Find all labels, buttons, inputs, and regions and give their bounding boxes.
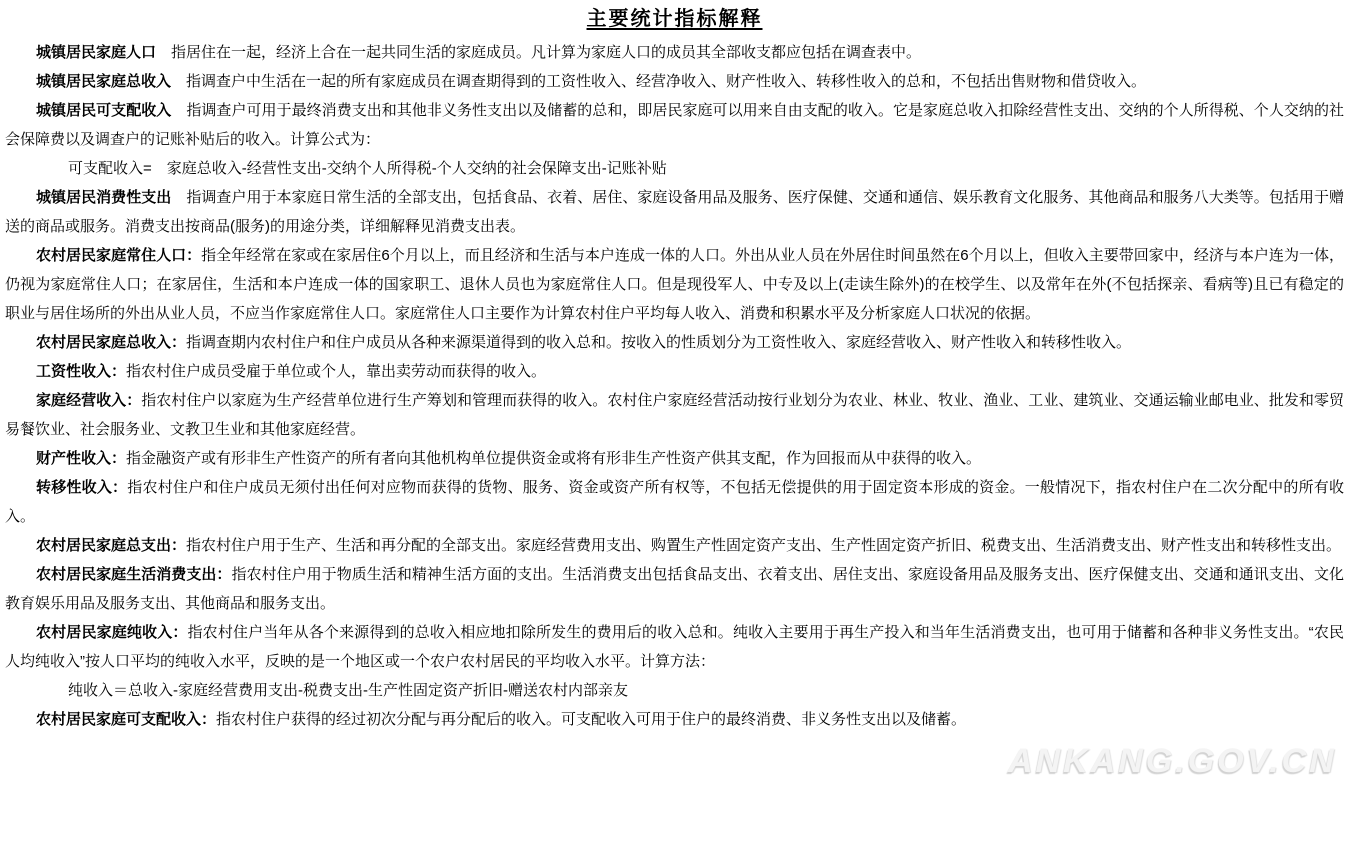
paragraph-text: 指农村住户成员受雇于单位或个人，靠出卖劳动而获得的收入。 — [126, 363, 547, 380]
term-label: 农村居民家庭总收入： — [36, 334, 187, 351]
glossary-paragraph — [5, 328, 1344, 357]
paragraph-text: 指调查户中生活在一起的所有家庭成员在调查期得到的工资性收入、经营净收入、财产性收入、转移性收入的总和，不包括出售财物和借贷收入。 — [171, 73, 1147, 90]
glossary-paragraph — [5, 183, 1344, 241]
glossary-paragraph — [5, 386, 1344, 444]
term-label: 城镇居民家庭人口 — [36, 44, 157, 61]
term-label: 城镇居民可支配收入 — [36, 102, 172, 119]
paragraph-text: 指全年经常在家或在家居住6个月以上，而且经济和生活与本户连成一体的人口。外出从业人员在外居住时间虽然在6个月以上，但收入主要带回家中，经济与本户连为一体，仍视为家庭常住人口；在家居住，生活和本户连成一体的国家职工、退休人员也为家庭常住人口。但是现役军人、中专及以上(走读生除外)的在校学生、以及常年在外(不包括探亲、看病等)且已有稳定的职业与居住场所的外出从业人员，不应当作家庭常住人口。家庭常住人口主要作为计算农村住户平均每人收入、消费和积累水平及分析家庭人口状况的依据。 — [5, 247, 1344, 322]
glossary-paragraph — [5, 444, 1344, 473]
term-label: 农村居民家庭纯收入： — [36, 624, 188, 641]
watermark-text: ANKANG.GOV.CN — [1008, 742, 1337, 780]
term-label: 财产性收入： — [36, 450, 127, 467]
page-title — [5, 8, 1344, 31]
glossary-paragraph — [5, 705, 1344, 734]
glossary-paragraph — [5, 531, 1344, 560]
paragraph-text: 指农村住户和住户成员无须付出任何对应物而获得的货物、服务、资金或资产所有权等，不包括无偿提供的用于固定资本形成的资金。一般情况下，指农村住户在二次分配中的所有收入。 — [5, 479, 1344, 525]
document-body — [5, 38, 1344, 734]
paragraph-text: 纯收入＝总收入-家庭经营费用支出-税费支出-生产性固定资产折旧-赠送农村内部亲友 — [68, 682, 628, 699]
glossary-paragraph — [5, 357, 1344, 386]
term-label: 城镇居民家庭总收入 — [36, 73, 172, 90]
term-label: 家庭经营收入： — [36, 392, 142, 409]
glossary-paragraph — [5, 560, 1344, 618]
formula-line — [5, 154, 1344, 183]
term-label: 工资性收入： — [36, 363, 127, 380]
paragraph-text: 指调查户可用于最终消费支出和其他非义务性支出以及储蓄的总和，即居民家庭可以用来自由支配的收入。它是家庭总收入扣除经营性支出、交纳的个人所得税、个人交纳的社会保障费以及调查户的记账补贴后的收入。计算公式为： — [5, 102, 1344, 148]
term-label: 农村居民家庭生活消费支出： — [36, 566, 232, 583]
term-label: 农村居民家庭常住人口： — [36, 247, 202, 264]
formula-line — [5, 676, 1344, 705]
paragraph-text: 指农村住户以家庭为生产经营单位进行生产筹划和管理而获得的收入。农村住户家庭经营活动按行业划分为农业、林业、牧业、渔业、工业、建筑业、交通运输业邮电业、批发和零贸易餐饮业、社会服务业、文教卫生业和其他家庭经营。 — [5, 392, 1344, 438]
glossary-paragraph — [5, 618, 1344, 676]
paragraph-text: 指调查期内农村住户和住户成员从各种来源渠道得到的收入总和。按收入的性质划分为工资性收入、家庭经营收入、财产性收入和转移性收入。 — [186, 334, 1132, 351]
glossary-paragraph — [5, 241, 1344, 328]
glossary-paragraph — [5, 96, 1344, 154]
term-label: 农村居民家庭总支出： — [36, 537, 187, 554]
paragraph-text: 指金融资产或有形非生产性资产的所有者向其他机构单位提供资金或将有形非生产性资产供其支配，作为回报而从中获得的收入。 — [126, 450, 982, 467]
paragraph-text: 指农村住户获得的经过初次分配与再分配后的收入。可支配收入可用于住户的最终消费、非义务性支出以及储蓄。 — [216, 711, 967, 728]
paragraph-text: 可支配收入= 家庭总收入-经营性支出-交纳个人所得税-个人交纳的社会保障支出-记账补贴 — [68, 160, 667, 177]
glossary-paragraph — [5, 473, 1344, 531]
paragraph-text: 指农村住户用于生产、生活和再分配的全部支出。家庭经营费用支出、购置生产性固定资产支出、生产性固定资产折旧、税费支出、生活消费支出、财产性支出和转移性支出。 — [186, 537, 1342, 554]
glossary-paragraph — [5, 38, 1344, 67]
paragraph-text: 指农村住户用于物质生活和精神生活方面的支出。生活消费支出包括食品支出、衣着支出、居住支出、家庭设备用品及服务支出、医疗保健支出、交通和通讯支出、文化教育娱乐用品及服务支出、其他商品和服务支出。 — [5, 566, 1344, 612]
page-title-text: 主要统计指标解释 — [586, 8, 763, 30]
paragraph-text: 指居住在一起，经济上合在一起共同生活的家庭成员。凡计算为家庭人口的成员其全部收支都应包括在调查表中。 — [156, 44, 922, 61]
glossary-paragraph — [5, 67, 1344, 96]
term-label: 农村居民家庭可支配收入： — [36, 711, 217, 728]
paragraph-text: 指农村住户当年从各个来源得到的总收入相应地扣除所发生的费用后的收入总和。纯收入主要用于再生产投入和当年生活消费支出，也可用于储蓄和各种非义务性支出。“农民人均纯收入”按人口平均的纯收入水平，反映的是一个地区或一个农户农村居民的平均收入水平。计算方法： — [5, 624, 1344, 670]
paragraph-text: 指调查户用于本家庭日常生活的全部支出，包括食品、衣着、居住、家庭设备用品及服务、医疗保健、交通和通信、娱乐教育文化服务、其他商品和服务八大类等。包括用于赠送的商品或服务。消费支出按商品(服务)的用途分类，详细解释见消费支出表。 — [5, 189, 1344, 235]
term-label: 转移性收入： — [36, 479, 128, 496]
term-label: 城镇居民消费性支出 — [36, 189, 172, 206]
